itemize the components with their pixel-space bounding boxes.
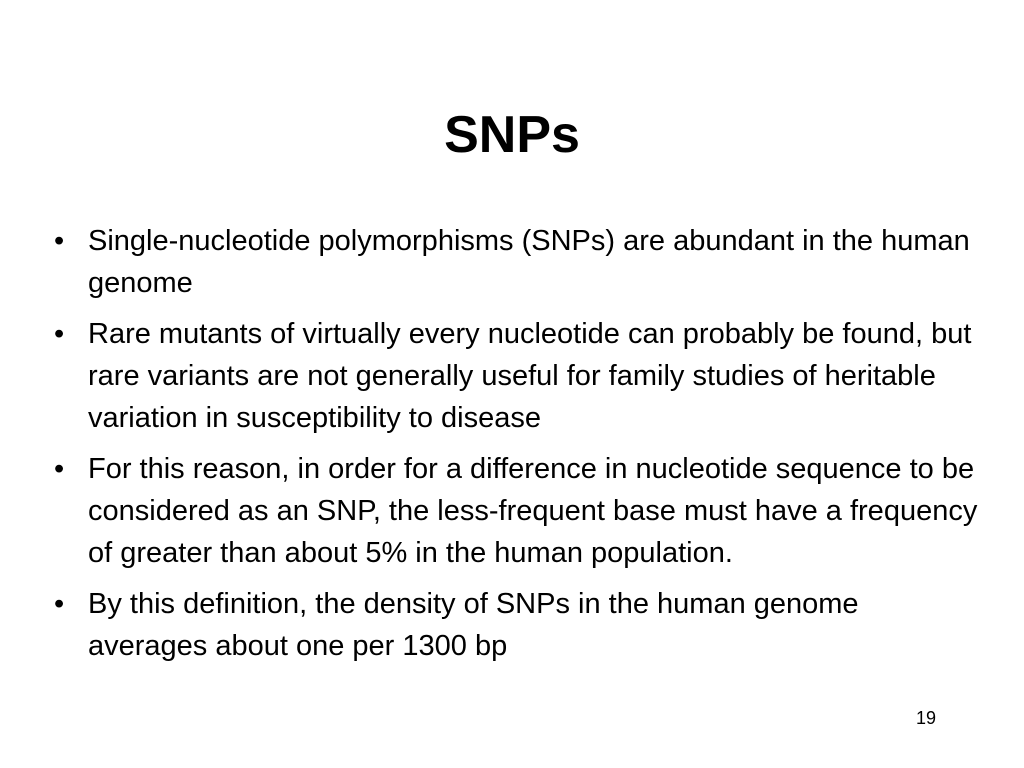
- bullet-text: For this reason, in order for a difference in nucleotide sequence to be considered as an SNP, the less-frequent base must have a frequency of greater than about 5% in the human population.: [88, 453, 978, 569]
- bullet-list: [48, 220, 983, 676]
- bullet-item: [48, 313, 983, 439]
- bullet-text: Single-nucleotide polymorphisms (SNPs) are abundant in the human genome: [88, 225, 970, 299]
- slide-title: SNPs: [444, 106, 580, 164]
- bullet-text: By this definition, the density of SNPs in the human genome averages about one per 1300 bp: [88, 588, 859, 662]
- bullet-item: [48, 583, 983, 667]
- page-number: 19: [915, 708, 936, 728]
- bullet-marker: •: [54, 318, 65, 350]
- bullet-marker: •: [54, 588, 65, 620]
- bullet-item: [48, 220, 983, 304]
- bullet-text: Rare mutants of virtually every nucleotide can probably be found, but rare variants are not generally useful for family studies of heritable variation in susceptibility to disease: [88, 318, 972, 434]
- bullet-marker: •: [54, 453, 65, 485]
- bullet-marker: •: [54, 225, 65, 257]
- bullet-item: [48, 448, 983, 574]
